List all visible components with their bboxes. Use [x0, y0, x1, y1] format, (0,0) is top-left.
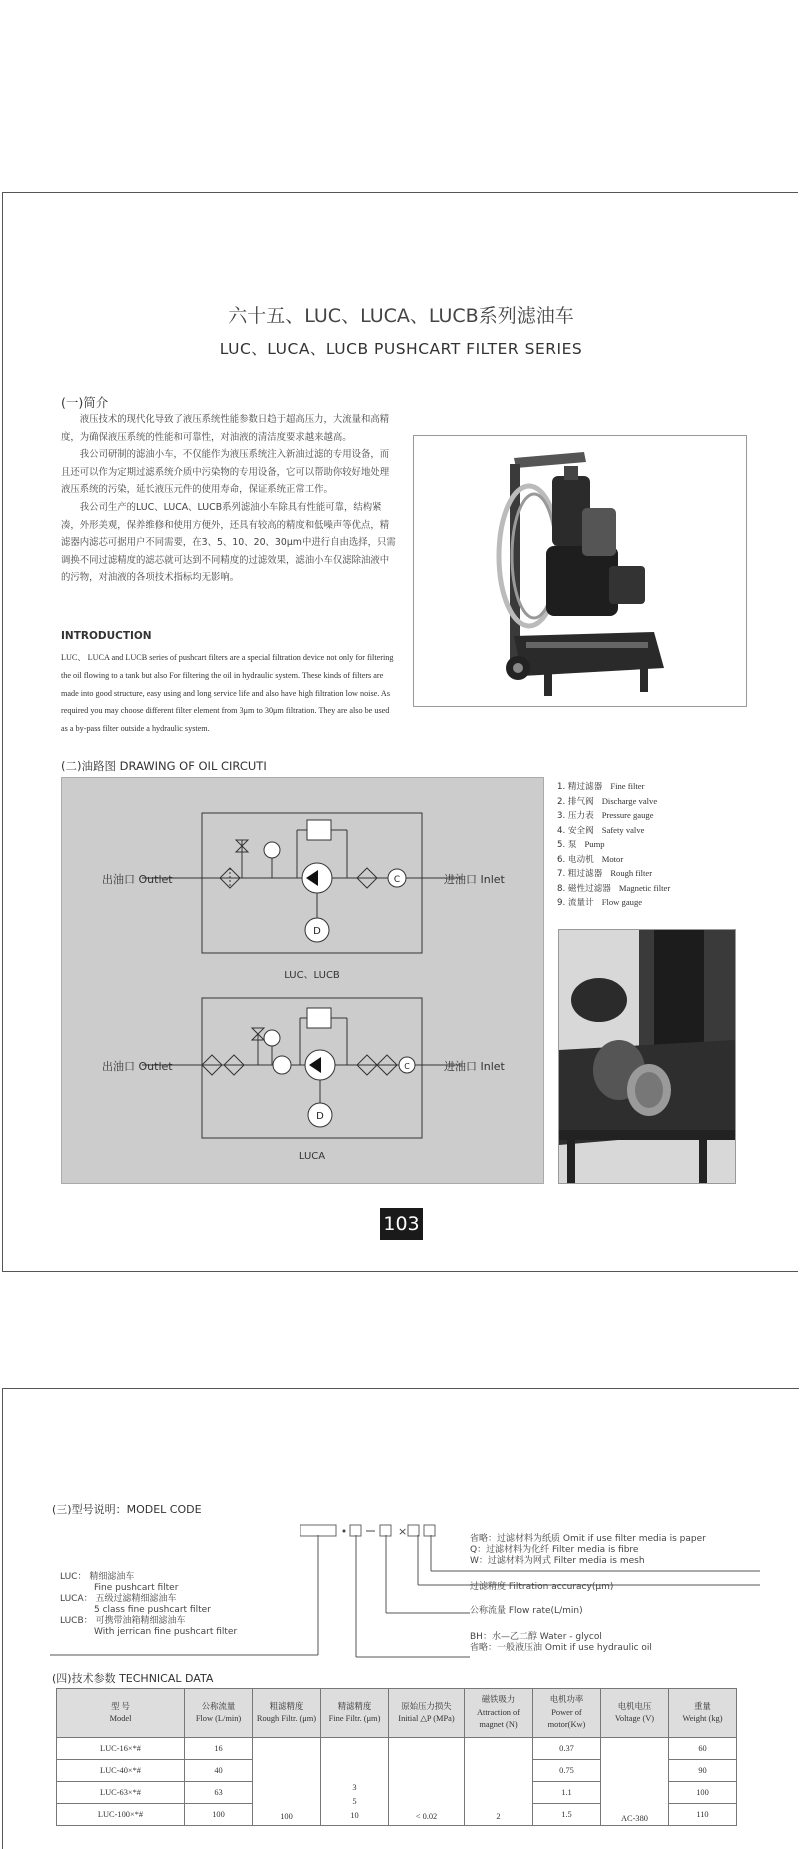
model-type-list [60, 1572, 270, 1638]
note-hydraulic-oil: 省略：一般液压油 Omit if use hydraulic oil [470, 1643, 652, 1653]
inlet-label: 进油口 Inlet [444, 1060, 505, 1073]
section-model-code-heading: (三)型号说明：MODEL CODE [52, 1503, 202, 1516]
header-voltage: 电机电压 Voltage (V) [601, 1689, 669, 1738]
header-flow: 公称流量 Flow (L/min) [185, 1689, 253, 1738]
page-title-en: LUC、LUCA、LUCB PUSHCART FILTER SERIES [219, 340, 583, 358]
section-technical-data-heading: (四)技术参数 TECHNICAL DATA [52, 1672, 214, 1685]
page-title-cn: 六十五、LUC、LUCA、LUCB系列滤油车 [228, 305, 574, 327]
cell-model: LUC-40×*# [57, 1760, 185, 1782]
cell-voltage: AC-380 [601, 1738, 669, 1826]
cell-fine: 3 5 10 [321, 1738, 389, 1826]
cell-power: 0.37 [533, 1738, 601, 1760]
table-row [57, 1738, 737, 1760]
intro-en-heading: INTRODUCTION [61, 630, 152, 642]
cell-flow: 100 [185, 1804, 253, 1826]
circuit-legend [557, 780, 670, 911]
diagram-caption-luc-lucb: LUC、LUCB [284, 970, 340, 981]
pushcart-filter-photo [413, 435, 747, 707]
note-fibre: Q：过滤材料为化纤 Filter media is fibre [470, 1545, 639, 1555]
intro-en-text: LUC、 LUCA and LUCB series of pushcart filters are a special filtration device not only for filtering the oil flowing to a tank but also For filtering the oil in hydraulic system. These kinds of filters are made into good structure, easy using and long service life and also have high filtration low noise. As required you may choose different filter element from 3μm to 30μm filtration. They are also be used as a by-pass filter outside a hydraulic system. [61, 653, 394, 734]
cell-power: 0.75 [533, 1760, 601, 1782]
filter-media-notes [470, 1534, 706, 1567]
inlet-label: 进油口 Inlet [444, 873, 505, 886]
svg-text:D: D [316, 1111, 324, 1122]
cell-weight: 110 [669, 1804, 737, 1826]
header-model: 型 号 Model [57, 1689, 185, 1738]
cell-model: LUC-16×*# [57, 1738, 185, 1760]
cell-weight: 60 [669, 1738, 737, 1760]
legend-item: 4. 安全阀 Safety valve [557, 824, 645, 836]
outlet-label: 出油口 Outlet [102, 873, 173, 886]
cell-power: 1.5 [533, 1804, 601, 1826]
note-water-glycol: BH：水—乙二醇 Water - glycol [470, 1632, 602, 1642]
header-magnet: 磁铁吸力 Attraction of magnet (N) [465, 1689, 533, 1738]
oil-circuit-diagram [61, 777, 544, 1184]
medium-notes [470, 1632, 652, 1654]
header-weight: 重量 Weight (kg) [669, 1689, 737, 1738]
intro-cn-text [61, 411, 397, 587]
header-rough: 粗滤精度 Rough Filtr. (μm) [253, 1689, 321, 1738]
diagram-caption-luca: LUCA [298, 1151, 326, 1162]
model-type-lucb: LUCB： 可携带油箱精细滤油车 With jerrican fine pushcart filter [60, 1616, 238, 1637]
svg-text:×: × [398, 1525, 408, 1538]
header-initial-dp: 原始压力损失 Initial △P (MPa) [389, 1689, 465, 1738]
cell-model: LUC-63×*# [57, 1782, 185, 1804]
intro-cn-paragraph: 我公司生产的LUC、LUCA、LUCB系列滤油小车除具有性能可靠，结构紧凑，外形美观，保养维修和使用方便外，还具有较高的精度和低噪声等优点，精滤器内滤芯可据用户不同需要，在3、5、10、20、30μm中进行自由选择，只需调换不同过滤精度的滤芯就可达到不同精度的过滤效果，滤油小车仅滤除油液中的污物，对油液的各项技术指标均无影响。 [61, 501, 396, 584]
legend-item: 3. 压力表 Pressure gauge [557, 810, 654, 821]
legend-item: 7. 粗过滤器 Rough filter [557, 868, 653, 879]
section-circuit-heading: (二)油路图 DRAWING OF OIL CIRCUTI [61, 759, 267, 773]
cell-weight: 100 [669, 1782, 737, 1804]
page-number: 103 [380, 1208, 423, 1240]
cell-model: LUC-100×*# [57, 1804, 185, 1826]
cell-magnet: 2 [465, 1738, 533, 1826]
model-type-luca: LUCA： 五级过滤精细滤油车 5 class fine pushcart filter [60, 1594, 211, 1615]
svg-text:C: C [404, 1062, 410, 1071]
cell-initial-dp: < 0.02 [389, 1738, 465, 1826]
legend-item: 8. 磁性过滤器 Magnetic filter [557, 882, 671, 894]
note-mesh: W：过滤材料为网式 Filter media is mesh [470, 1556, 645, 1566]
cell-flow: 16 [185, 1738, 253, 1760]
svg-text:D: D [313, 926, 321, 937]
header-fine: 精滤精度 Fine Filtr. (μm) [321, 1689, 389, 1738]
intro-cn-paragraph: 我公司研制的滤油小车，不仅能作为液压系统注入新油过滤的专用设备，而且还可以作为定期过滤系统介质中污染物的专用设备，它可以帮助你较好地处理液压系统的污染，延长液压元件的使用寿命，保证系统正常工作。 [61, 449, 390, 496]
cell-flow: 63 [185, 1782, 253, 1804]
note-paper: 省略：过滤材料为纸质 Omit if use filter media is paper [470, 1534, 706, 1544]
technical-data-table [56, 1688, 737, 1826]
model-type-luc: LUC： 精细滤油车 Fine pushcart filter [60, 1572, 179, 1593]
cell-rough: 100 [253, 1738, 321, 1826]
accuracy-note: 过滤精度 Filtration accuracy(μm) [470, 1582, 614, 1592]
legend-item: 6. 电动机 Motor [557, 853, 624, 865]
pump-detail-photo [558, 929, 736, 1184]
cell-weight: 90 [669, 1760, 737, 1782]
header-power: 电机功率 Power of motor(Kw) [533, 1689, 601, 1738]
flow-note: 公称流量 Flow rate(L/min) [470, 1606, 583, 1616]
catalog-page-103 [2, 192, 798, 1272]
svg-text:C: C [393, 875, 401, 885]
legend-item: 9. 流量计 Flow gauge [557, 897, 643, 908]
cell-power: 1.1 [533, 1782, 601, 1804]
legend-item: 1. 精过滤器 Fine filter [557, 781, 645, 792]
intro-cn-paragraph: 液压技术的现代化导致了液压系统性能参数日趋于超高压力，大流量和高精度，为确保液压系统的性能和可靠性，对油液的清洁度要求越来越高。 [61, 414, 390, 443]
section-intro-heading: (一)简介 [61, 395, 109, 410]
table-header-row [57, 1689, 737, 1738]
technical-data-table-wrap [56, 1688, 737, 1826]
cell-flow: 40 [185, 1760, 253, 1782]
outlet-label: 出油口 Outlet [102, 1060, 173, 1073]
legend-item: 2. 排气阀 Discharge valve [557, 795, 658, 807]
legend-item: 5. 泵 Pump [557, 839, 605, 850]
